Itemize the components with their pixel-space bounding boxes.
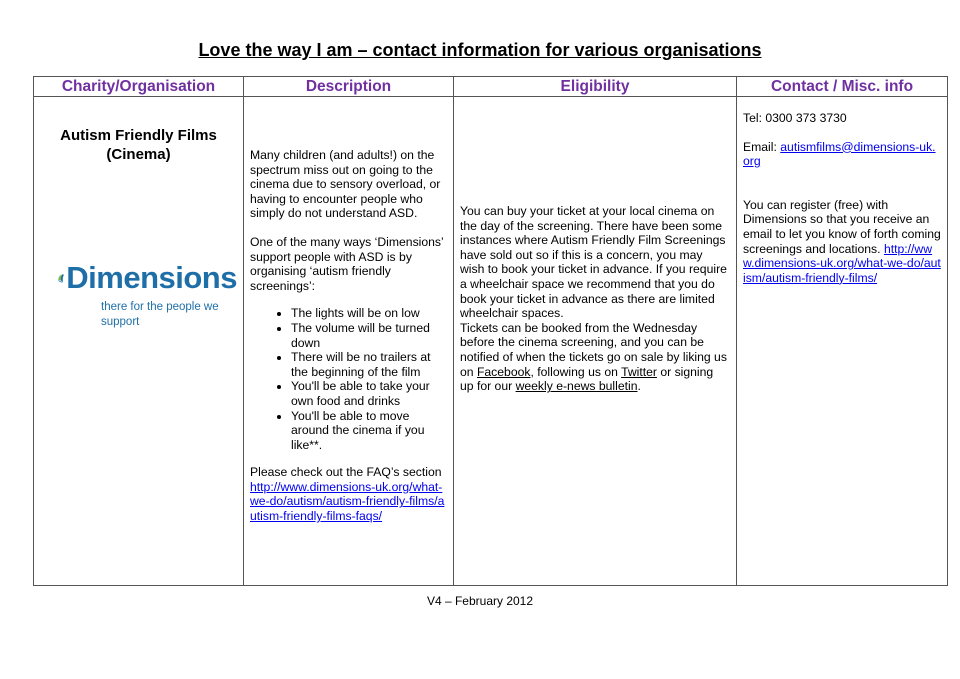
logo-wordmark: Dimensions xyxy=(66,260,237,295)
faq-text: Please check out the FAQ’s section xyxy=(250,465,442,480)
column-header-organisation: Charity/Organisation xyxy=(34,77,244,97)
table-row xyxy=(34,97,948,586)
list-item: • The volume will be turned down xyxy=(291,321,447,350)
faq-paragraph xyxy=(250,465,447,523)
contact-cell xyxy=(737,97,948,586)
enews-link[interactable]: weekly e-news bulletin xyxy=(515,379,638,394)
eligibility-cell xyxy=(454,97,737,586)
screening-features-list xyxy=(250,306,447,452)
register-info: You can register (free) with Dimensions so that you receive an email to let you know of forth coming screenings and locations. http://www.dimensions-uk.org/what-we-do/autism/autism-friendly-films/ xyxy=(743,197,941,285)
column-header-contact: Contact / Misc. info xyxy=(737,77,948,97)
organisation-name: Autism Friendly Films (Cinema) xyxy=(60,127,217,163)
list-item: • The lights will be on low xyxy=(291,306,447,321)
contact-email: Email: autismfilms@dimensions-uk.org xyxy=(743,139,936,169)
facebook-link[interactable]: Facebook xyxy=(476,364,531,379)
dimensions-logo-mark-icon xyxy=(57,256,66,300)
list-item: • You'll be able to move around the cinema if you like**. xyxy=(291,409,447,453)
eligibility-booking: You can buy your ticket at your local cinema on the day of the screening. There have been some instances where Autism Friendly Film Screenings have sold out so if this is a concern, you may wish to book your ticket in advance. If you require a wheelchair space we recommend that you do book your ticket in advance as there are limited wheelchair spaces. xyxy=(460,204,727,321)
contact-info xyxy=(743,111,941,285)
version-footer: V4 – February 2012 xyxy=(426,594,534,608)
description-cell xyxy=(244,97,454,586)
eligibility-tickets: Tickets can be booked from the Wednesday before the cinema screening, and you can be notified of when the tickets go on sale by liking us on Facebook, following us on Twitter or signing up for our weekly e-news bulletin. xyxy=(460,320,727,394)
description-screenings: One of the many ways ‘Dimensions’ support people with ASD is by organising ‘autism friendly screenings’: xyxy=(250,234,444,293)
email-link[interactable]: autismfilms@dimensions-uk.org xyxy=(743,139,936,169)
twitter-link[interactable]: Twitter xyxy=(621,364,657,379)
organisation-cell xyxy=(34,97,244,586)
dimensions-logo xyxy=(57,256,237,329)
description-intro: Many children (and adults!) on the spectrum miss out on going to the cinema due to sensory overload, or having to encounter people who simply do not understand ASD. xyxy=(250,148,441,221)
eligibility-text xyxy=(460,204,730,394)
column-header-eligibility: Eligibility xyxy=(454,77,737,97)
page-title: Love the way I am – contact information for various organisations xyxy=(198,40,762,60)
register-link[interactable]: http://www.dimensions-uk.org/what-we-do/autism/autism-friendly-films/ xyxy=(743,241,941,285)
table-header-row xyxy=(34,77,948,97)
logo-tagline: there for the people we support xyxy=(101,301,219,328)
organisations-table xyxy=(33,76,948,586)
faq-link[interactable]: http://www.dimensions-uk.org/what-we-do/autism/autism-friendly-films/autism-friendly-films-faqs/ xyxy=(250,479,445,524)
column-header-description: Description xyxy=(244,77,454,97)
list-item: • You'll be able to take your own food and drinks xyxy=(291,379,447,408)
contact-phone: Tel: 0300 373 3730 xyxy=(743,111,847,125)
list-item: • There will be no trailers at the beginning of the film xyxy=(291,350,447,379)
